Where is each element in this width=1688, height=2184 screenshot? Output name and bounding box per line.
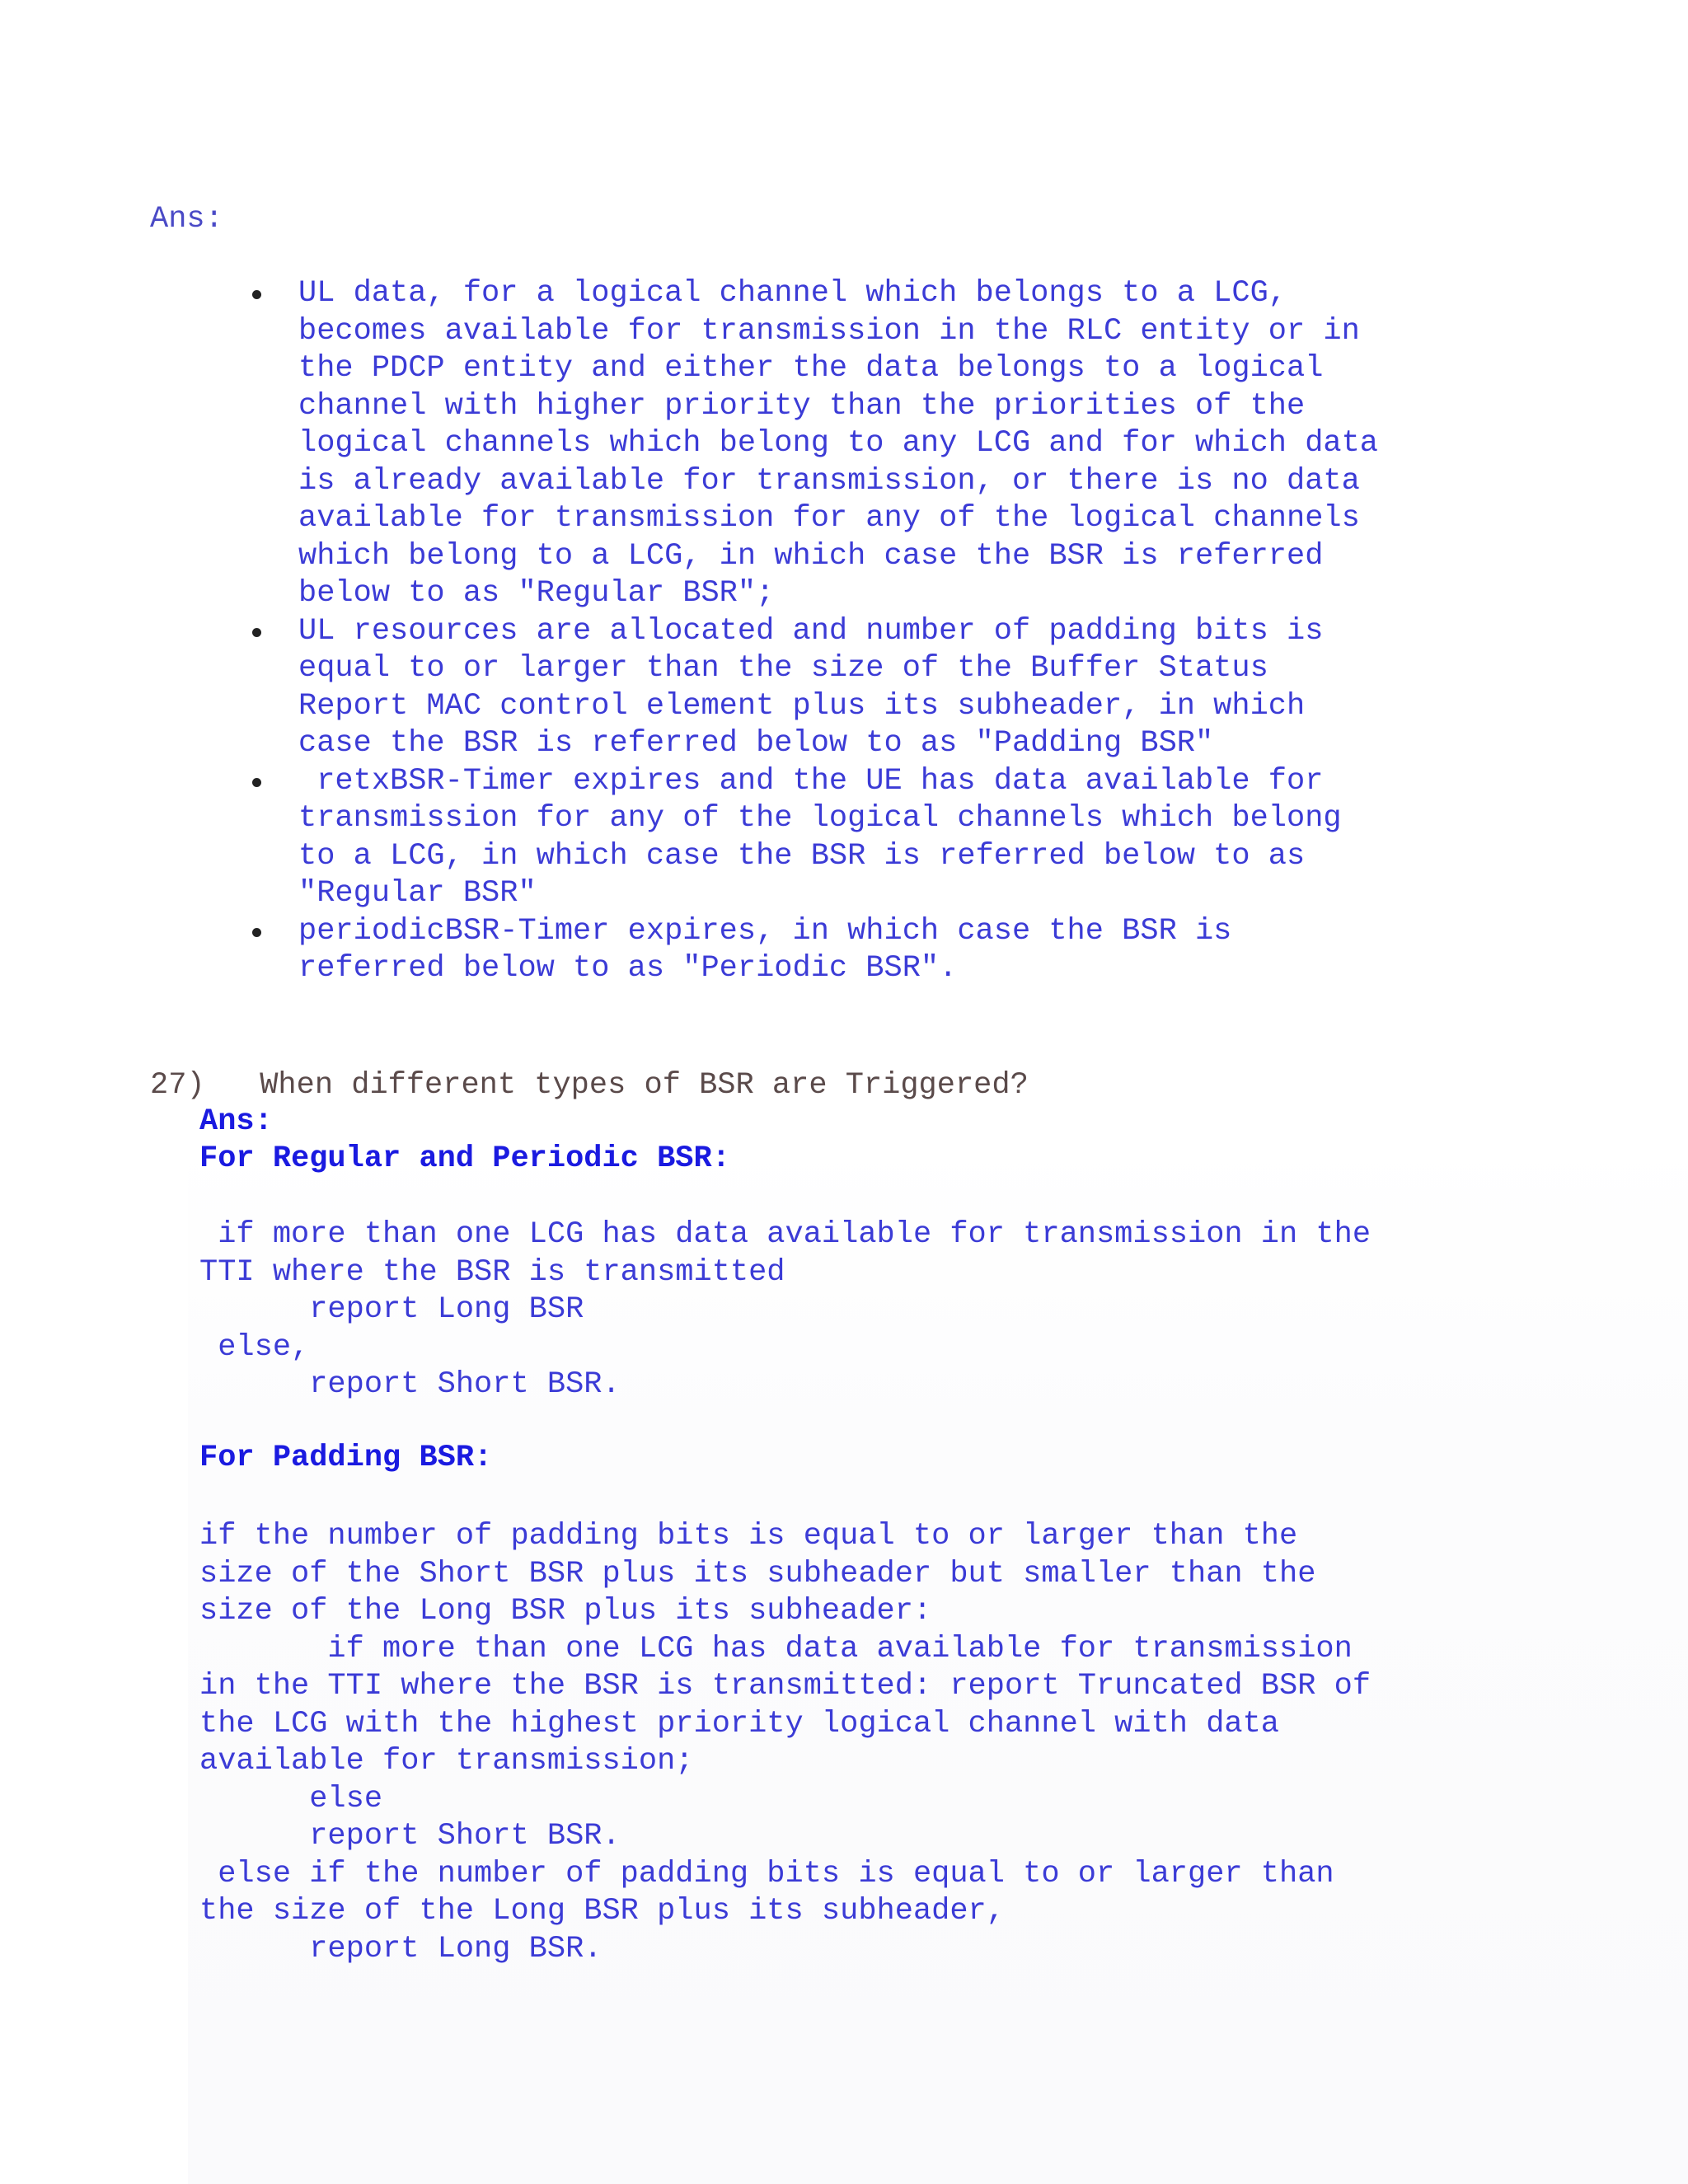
list-item [298,275,1378,613]
padding-bsr-pseudocode: if the number of padding bits is equal to or larger than the size of the Short BSR plus its subheader but smaller than the size of the Long BSR plus its subheader: if more than one LCG has data available for transmission in the TTI where the BSR is transmitted: report Truncated BSR of the LCG with the highest priority logical channel with data available for transmission; else report Short BSR. else if the number of padding bits is equal to or larger than the size of the Long BSR plus its subheader, report Long BSR. [199,1519,1372,1966]
list-item [298,763,1378,913]
bullet-icon [252,628,261,637]
list-item [298,913,1378,988]
list-item-text: periodicBSR-Timer expires, in which case the BSR is referred below to as "Periodic BSR". [298,913,1232,986]
list-item [298,613,1378,763]
regular-bsr-pseudocode: if more than one LCG has data available for transmission in the TTI where the BSR is transmitted report Long BSR else, report Short BSR. [199,1217,1372,1402]
bullet-icon [252,290,261,299]
bullet-icon [252,778,261,787]
bullet-icon [252,928,261,937]
bsr-trigger-list [298,275,1378,988]
heading-padding: For Padding BSR: [199,1441,493,1475]
list-item-text: retxBSR-Timer expires and the UE has data available for transmission for any of the logical channels which belong to a LCG, in which case the BSR is referred below to as "Regular BSR" [298,763,1342,911]
list-item-text: UL data, for a logical channel which belongs to a LCG, becomes available for transmission in the RLC entity or in the PDCP entity and either the data belongs to a logical channel with higher priority than the priorities of the logical channels which belong to any LCG and for which data is already available for transmission, or there is no data available for transmission for any of the logical channels which belong to a LCG, in which case the BSR is referred below to as "Regular BSR"; [298,276,1379,611]
answer-label: Ans: [199,1104,273,1139]
heading-regular-periodic: For Regular and Periodic BSR: [199,1141,730,1176]
list-item-text: UL resources are allocated and number of padding bits is equal to or larger than the size of the Buffer Status Report MAC control element plus its subheader, in which case the BSR is referred below to as "Padding BSR" [298,613,1324,761]
question-27: 27) When different types of BSR are Triggered? [150,1068,1029,1103]
answer-label-top: Ans: [150,202,223,237]
